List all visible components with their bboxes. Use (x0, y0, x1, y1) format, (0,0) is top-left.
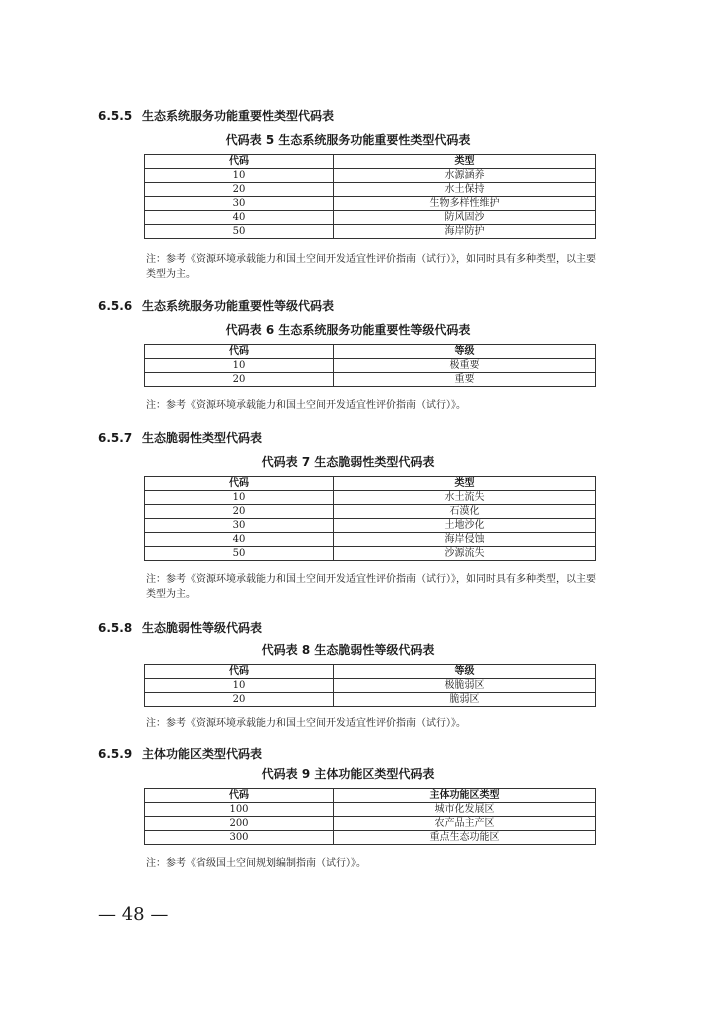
section-title: 生态脆弱性等级代码表 (142, 621, 263, 635)
cell-value: 海岸防护 (334, 225, 596, 239)
table-note: 注：参考《资源环境承载能力和国土空间开发适宜性评价指南（试行）》，如同时具有多种类型，以主要类型为主。 (146, 574, 596, 600)
table-caption: 代码表 8 生态脆弱性等级代码表 (261, 643, 435, 657)
page-number: — 48 — (98, 904, 169, 925)
section-number: 6.5.8 (98, 621, 133, 635)
cell-code: 10 (145, 169, 334, 183)
cell-value: 石漠化 (334, 505, 596, 519)
cell-value: 城市化发展区 (334, 803, 596, 817)
table-header-row (145, 789, 596, 803)
cell-value: 极脆弱区 (334, 679, 596, 693)
section-title: 生态脆弱性类型代码表 (142, 431, 263, 445)
cell-value: 脆弱区 (334, 693, 596, 707)
section-heading (98, 746, 262, 762)
table-note: 注：参考《资源环境承载能力和国土空间开发适宜性评价指南（试行）》，如同时具有多种类型，以主要类型为主。 (146, 254, 596, 280)
cell-value: 水土保持 (334, 183, 596, 197)
column-header-code: 代码 (145, 345, 334, 359)
column-header-code: 代码 (145, 477, 334, 491)
table-note: 注：参考《资源环境承载能力和国土空间开发适宜性评价指南（试行）》。 (146, 400, 466, 411)
table-caption: 代码表 7 生态脆弱性类型代码表 (261, 455, 435, 469)
cell-code: 30 (145, 197, 334, 211)
cell-value: 极重要 (334, 359, 596, 373)
table-note: 注：参考《资源环境承载能力和国土空间开发适宜性评价指南（试行）》。 (146, 718, 466, 729)
table-row (145, 831, 596, 845)
column-header-code: 代码 (145, 665, 334, 679)
section-heading (98, 430, 262, 446)
cell-value: 重要 (334, 373, 596, 387)
table-row (145, 519, 596, 533)
section-heading (98, 108, 334, 124)
table-row (145, 533, 596, 547)
table-row (145, 817, 596, 831)
table-row (145, 547, 596, 561)
cell-code: 200 (145, 817, 334, 831)
cell-code: 10 (145, 679, 334, 693)
code-table (144, 154, 596, 239)
section-heading (98, 620, 262, 636)
table-row (145, 505, 596, 519)
table-row (145, 183, 596, 197)
section-title: 主体功能区类型代码表 (142, 747, 263, 761)
table-caption: 代码表 6 生态系统服务功能重要性等级代码表 (225, 323, 471, 337)
code-table (144, 476, 596, 561)
cell-value: 土地沙化 (334, 519, 596, 533)
table-row (145, 679, 596, 693)
table-row (145, 491, 596, 505)
column-header-code: 代码 (145, 155, 334, 169)
section-number: 6.5.6 (98, 299, 133, 313)
table-row (145, 197, 596, 211)
table-row (145, 693, 596, 707)
cell-code: 300 (145, 831, 334, 845)
column-header-type: 类型 (334, 155, 596, 169)
section-number: 6.5.9 (98, 747, 133, 761)
cell-value: 沙源流失 (334, 547, 596, 561)
code-table (144, 664, 596, 707)
table-caption: 代码表 5 生态系统服务功能重要性类型代码表 (225, 133, 471, 147)
code-table (144, 788, 596, 845)
cell-value: 防风固沙 (334, 211, 596, 225)
table-row (145, 211, 596, 225)
table-row (145, 359, 596, 373)
cell-code: 20 (145, 183, 334, 197)
section-number: 6.5.7 (98, 431, 133, 445)
table-row (145, 803, 596, 817)
table-caption: 代码表 9 主体功能区类型代码表 (261, 767, 435, 781)
table-row (145, 225, 596, 239)
column-header-grade: 等级 (334, 345, 596, 359)
section-heading (98, 298, 334, 314)
table-row (145, 373, 596, 387)
section-number: 6.5.5 (98, 109, 133, 123)
cell-code: 50 (145, 547, 334, 561)
column-header-zone-type: 主体功能区类型 (334, 789, 596, 803)
cell-code: 30 (145, 519, 334, 533)
table-header-row (145, 477, 596, 491)
cell-value: 生物多样性维护 (334, 197, 596, 211)
cell-value: 海岸侵蚀 (334, 533, 596, 547)
cell-code: 20 (145, 693, 334, 707)
cell-value: 水土流失 (334, 491, 596, 505)
cell-value: 重点生态功能区 (334, 831, 596, 845)
cell-code: 20 (145, 373, 334, 387)
section-title: 生态系统服务功能重要性类型代码表 (142, 109, 335, 123)
cell-code: 10 (145, 491, 334, 505)
table-header-row (145, 155, 596, 169)
cell-code: 100 (145, 803, 334, 817)
column-header-code: 代码 (145, 789, 334, 803)
cell-code: 10 (145, 359, 334, 373)
section-title: 生态系统服务功能重要性等级代码表 (142, 299, 335, 313)
cell-code: 40 (145, 533, 334, 547)
code-table (144, 344, 596, 387)
table-row (145, 169, 596, 183)
cell-code: 40 (145, 211, 334, 225)
column-header-grade: 等级 (334, 665, 596, 679)
cell-code: 50 (145, 225, 334, 239)
cell-value: 农产品主产区 (334, 817, 596, 831)
table-note: 注：参考《省级国土空间规划编制指南（试行）》。 (146, 858, 366, 869)
table-header-row (145, 665, 596, 679)
cell-value: 水源涵养 (334, 169, 596, 183)
cell-code: 20 (145, 505, 334, 519)
column-header-type: 类型 (334, 477, 596, 491)
table-header-row (145, 345, 596, 359)
